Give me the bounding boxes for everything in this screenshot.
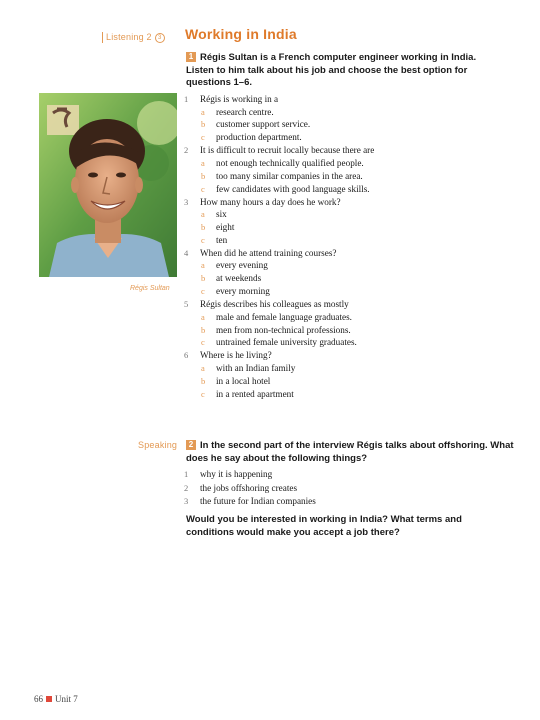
option-text: in a local hotel xyxy=(216,375,271,386)
option-text: at weekends xyxy=(216,273,262,284)
item-text: the jobs offshoring creates xyxy=(200,482,298,493)
question-number: 5 xyxy=(184,299,189,310)
question-text: How many hours a day does he work? xyxy=(200,196,341,207)
question-text: Where is he living? xyxy=(200,350,272,361)
option-text: production department. xyxy=(216,132,302,143)
answer-option xyxy=(184,325,504,337)
option-text: untrained female university graduates. xyxy=(216,337,357,348)
answer-option xyxy=(184,312,504,324)
option-letter: b xyxy=(201,222,206,233)
option-letter: a xyxy=(201,311,205,322)
exercise-2-instruction xyxy=(186,440,516,465)
list-item xyxy=(184,483,504,495)
page-footer xyxy=(34,694,78,704)
option-text: customer support service. xyxy=(216,119,311,130)
answer-option xyxy=(184,376,504,388)
answer-option xyxy=(184,273,504,285)
option-letter: a xyxy=(201,106,205,117)
answer-option xyxy=(184,286,504,298)
question-number: 3 xyxy=(184,196,189,207)
question-item xyxy=(184,145,504,157)
exercise-number-badge: 2 xyxy=(186,440,196,450)
answer-option xyxy=(184,222,504,234)
answer-option xyxy=(184,209,504,221)
answer-option xyxy=(184,337,504,349)
option-text: research centre. xyxy=(216,106,274,117)
question-number: 6 xyxy=(184,350,189,361)
option-letter: a xyxy=(201,209,205,220)
option-letter: c xyxy=(201,388,205,399)
option-text: ten xyxy=(216,234,228,245)
option-letter: b xyxy=(201,273,206,284)
photo-caption: Régis Sultan xyxy=(130,285,170,292)
track-number: 3 xyxy=(157,34,162,41)
exercise-number-badge: 1 xyxy=(186,52,196,62)
option-letter: c xyxy=(201,132,205,143)
answer-option xyxy=(184,171,504,183)
audio-track-icon xyxy=(155,33,165,43)
question-item xyxy=(184,299,504,311)
list-item xyxy=(184,496,504,508)
option-text: every evening xyxy=(216,260,268,271)
question-text: When did he attend training courses? xyxy=(200,247,337,258)
listening-label-text: Listening 2 xyxy=(102,32,152,43)
question-number: 1 xyxy=(184,94,189,104)
answer-option xyxy=(184,363,504,375)
page-title: Working in India xyxy=(185,26,297,42)
option-letter: a xyxy=(201,157,205,168)
listening-section-label xyxy=(102,32,165,43)
question-item xyxy=(184,350,504,362)
option-text: every morning xyxy=(216,286,270,297)
option-letter: c xyxy=(201,183,205,194)
answer-option xyxy=(184,107,504,119)
answer-option xyxy=(184,119,504,131)
item-number: 1 xyxy=(184,469,189,479)
option-text: few candidates with good language skills. xyxy=(216,183,370,194)
option-letter: a xyxy=(201,260,205,271)
question-list xyxy=(184,94,504,402)
page-number: 66 xyxy=(34,694,43,704)
exercise-1-instruction xyxy=(186,52,501,90)
option-letter: b xyxy=(201,170,206,181)
item-text: the future for Indian companies xyxy=(200,496,316,507)
question-item xyxy=(184,94,504,106)
list-item xyxy=(184,469,504,481)
question-text: Régis is working in a xyxy=(200,94,279,104)
portrait-photo xyxy=(39,93,177,277)
option-text: male and female language graduates. xyxy=(216,311,352,322)
square-marker-icon xyxy=(46,696,52,702)
question-item xyxy=(184,197,504,209)
option-letter: b xyxy=(201,119,206,130)
answer-option xyxy=(184,158,504,170)
option-text: eight xyxy=(216,222,235,233)
option-letter: b xyxy=(201,375,206,386)
discussion-question: Would you be interested in working in India? What terms and conditions would make you accept a job there? xyxy=(186,514,462,538)
option-text: with an Indian family xyxy=(216,362,296,373)
item-number: 3 xyxy=(184,496,189,507)
option-text: not enough technically qualified people. xyxy=(216,157,364,168)
option-text: too many similar companies in the area. xyxy=(216,170,363,181)
option-text: six xyxy=(216,209,227,220)
option-letter: c xyxy=(201,337,205,348)
answer-option xyxy=(184,235,504,247)
instruction-text: In the second part of the interview Régis talks about offshoring. What does he say about the following things? xyxy=(186,440,514,464)
option-letter: c xyxy=(201,286,205,297)
instruction-text: Régis Sultan is a French computer engineer working in India. Listen to him talk about his job and choose the best option for questions 1–6. xyxy=(186,52,477,88)
option-letter: c xyxy=(201,234,205,245)
speaking-items-list xyxy=(184,469,504,510)
item-number: 2 xyxy=(184,482,189,493)
question-text: It is difficult to recruit locally because there are xyxy=(200,145,375,156)
option-text: men from non-technical professions. xyxy=(216,324,351,335)
answer-option xyxy=(184,184,504,196)
option-letter: a xyxy=(201,362,205,373)
answer-option xyxy=(184,132,504,144)
question-number: 4 xyxy=(184,247,189,258)
unit-label: Unit 7 xyxy=(55,694,78,704)
portrait-illustration xyxy=(39,93,177,277)
answer-option xyxy=(184,389,504,401)
item-text: why it is happening xyxy=(200,469,273,479)
option-text: in a rented apartment xyxy=(216,388,294,399)
option-letter: b xyxy=(201,324,206,335)
speaking-section-label: Speaking xyxy=(138,440,178,450)
answer-option xyxy=(184,260,504,272)
question-text: Régis describes his colleagues as mostly xyxy=(200,299,349,310)
question-item xyxy=(184,248,504,260)
question-number: 2 xyxy=(184,145,189,156)
